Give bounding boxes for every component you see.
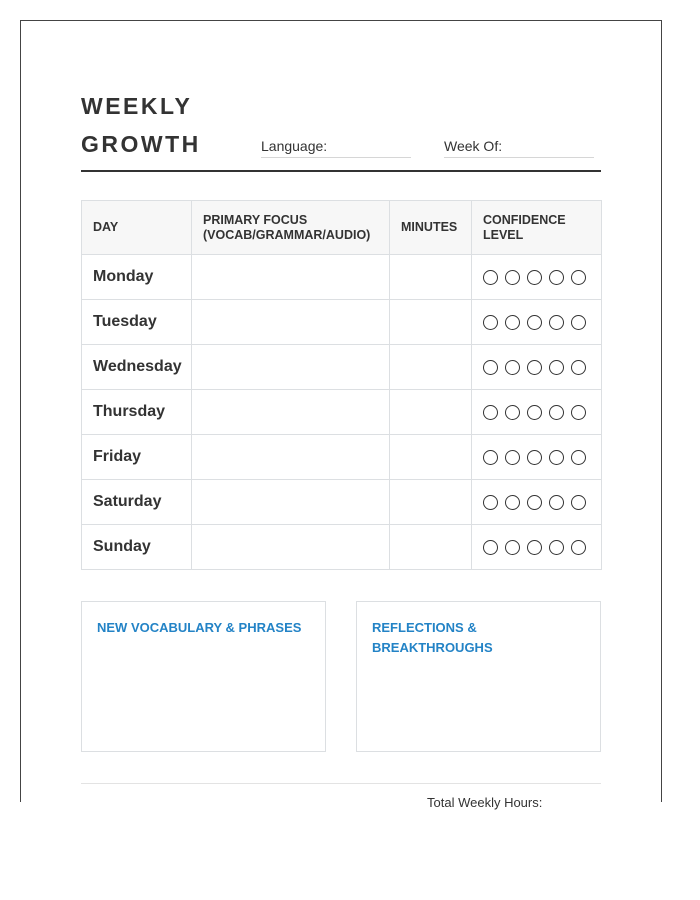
confidence-circle[interactable]: [483, 450, 498, 465]
confidence-circle[interactable]: [505, 405, 520, 420]
confidence-circle[interactable]: [571, 450, 586, 465]
confidence-circle[interactable]: [549, 270, 564, 285]
confidence-circle[interactable]: [505, 315, 520, 330]
table-row: [82, 345, 602, 390]
table-row: [82, 255, 602, 300]
confidence-scale: [483, 495, 590, 510]
column-header-primary-focus: PRIMARY FOCUS (VOCAB/GRAMMAR/AUDIO): [192, 201, 390, 255]
primary-focus-cell[interactable]: [192, 480, 390, 525]
confidence-circle[interactable]: [505, 495, 520, 510]
confidence-circle[interactable]: [571, 540, 586, 555]
confidence-circle[interactable]: [549, 315, 564, 330]
week-of-field[interactable]: [444, 138, 594, 158]
language-label: Language:: [261, 138, 328, 154]
page-header: [81, 81, 601, 172]
minutes-cell[interactable]: [390, 480, 472, 525]
confidence-circle[interactable]: [483, 270, 498, 285]
confidence-circle[interactable]: [571, 315, 586, 330]
primary-focus-cell[interactable]: [192, 255, 390, 300]
primary-focus-cell[interactable]: [192, 435, 390, 480]
day-cell: Saturday: [82, 480, 192, 525]
confidence-cell: [472, 255, 602, 300]
day-cell: Thursday: [82, 390, 192, 435]
minutes-cell[interactable]: [390, 300, 472, 345]
total-weekly-hours-label: Total Weekly Hours:: [427, 795, 543, 810]
confidence-circle[interactable]: [505, 540, 520, 555]
column-header-day: DAY: [82, 201, 192, 255]
table-header-row: [82, 201, 602, 255]
page-title-line-1: WEEKLY: [81, 93, 193, 119]
confidence-circle[interactable]: [483, 360, 498, 375]
confidence-circle[interactable]: [549, 405, 564, 420]
confidence-scale: [483, 315, 590, 330]
table-row: [82, 435, 602, 480]
confidence-circle[interactable]: [505, 270, 520, 285]
confidence-circle[interactable]: [505, 450, 520, 465]
confidence-circle[interactable]: [549, 450, 564, 465]
confidence-cell: [472, 300, 602, 345]
confidence-cell: [472, 345, 602, 390]
reflections-title: REFLECTIONS & BREAKTHROUGHS: [372, 620, 493, 655]
confidence-cell: [472, 390, 602, 435]
confidence-cell: [472, 480, 602, 525]
primary-focus-cell[interactable]: [192, 390, 390, 435]
table-row: [82, 480, 602, 525]
table-row: [82, 390, 602, 435]
confidence-circle[interactable]: [527, 315, 542, 330]
confidence-circle[interactable]: [549, 540, 564, 555]
primary-focus-cell[interactable]: [192, 525, 390, 570]
confidence-circle[interactable]: [527, 450, 542, 465]
confidence-circle[interactable]: [483, 540, 498, 555]
minutes-cell[interactable]: [390, 255, 472, 300]
page-title: [81, 87, 251, 163]
primary-focus-cell[interactable]: [192, 300, 390, 345]
column-header-confidence-level: CONFIDENCE LEVEL: [472, 201, 602, 255]
confidence-circle[interactable]: [549, 495, 564, 510]
confidence-circle[interactable]: [527, 405, 542, 420]
confidence-cell: [472, 435, 602, 480]
confidence-circle[interactable]: [505, 360, 520, 375]
new-vocabulary-box[interactable]: [81, 601, 326, 752]
new-vocabulary-title: NEW VOCABULARY & PHRASES: [97, 620, 302, 635]
confidence-circle[interactable]: [571, 360, 586, 375]
confidence-scale: [483, 450, 590, 465]
minutes-cell[interactable]: [390, 435, 472, 480]
minutes-cell[interactable]: [390, 345, 472, 390]
day-cell: Wednesday: [82, 345, 192, 390]
confidence-circle[interactable]: [527, 270, 542, 285]
day-cell: Tuesday: [82, 300, 192, 345]
day-cell: Friday: [82, 435, 192, 480]
weekly-log-table: [81, 200, 602, 570]
confidence-scale: [483, 405, 590, 420]
table-row: [82, 525, 602, 570]
day-cell: Sunday: [82, 525, 192, 570]
confidence-circle[interactable]: [549, 360, 564, 375]
minutes-cell[interactable]: [390, 390, 472, 435]
confidence-cell: [472, 525, 602, 570]
confidence-circle[interactable]: [527, 360, 542, 375]
confidence-scale: [483, 540, 590, 555]
planner-sheet: [20, 20, 662, 810]
footer-divider: [81, 783, 601, 784]
confidence-scale: [483, 360, 590, 375]
page-title-line-2: GROWTH: [81, 131, 201, 157]
column-header-minutes: MINUTES: [390, 201, 472, 255]
confidence-circle[interactable]: [571, 405, 586, 420]
confidence-circle[interactable]: [571, 270, 586, 285]
confidence-circle[interactable]: [527, 540, 542, 555]
table-row: [82, 300, 602, 345]
confidence-scale: [483, 270, 590, 285]
minutes-cell[interactable]: [390, 525, 472, 570]
confidence-circle[interactable]: [483, 315, 498, 330]
confidence-circle[interactable]: [527, 495, 542, 510]
confidence-circle[interactable]: [571, 495, 586, 510]
confidence-circle[interactable]: [483, 405, 498, 420]
confidence-circle[interactable]: [483, 495, 498, 510]
primary-focus-cell[interactable]: [192, 345, 390, 390]
reflections-box[interactable]: [356, 601, 601, 752]
language-field[interactable]: [261, 138, 411, 158]
day-cell: Monday: [82, 255, 192, 300]
week-of-label: Week Of:: [444, 138, 503, 154]
